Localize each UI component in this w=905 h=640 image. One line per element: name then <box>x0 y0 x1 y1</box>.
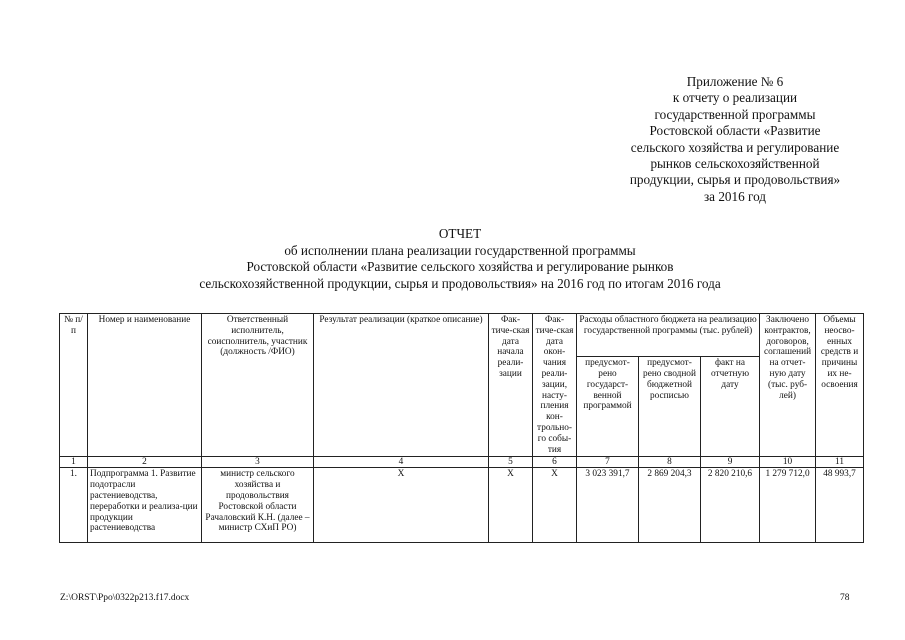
row-contracts: 1 279 712,0 <box>760 468 816 543</box>
row-name: Подпрограмма 1. Развитие подотрасли растениеводства, переработки и реализа-ции продукции растениеводства <box>88 468 202 543</box>
report-title <box>120 226 800 292</box>
row-planned-program: 3 023 391,7 <box>577 468 639 543</box>
row-number: 1. <box>60 468 88 543</box>
header-budget-group: Расходы областного бюджета на реализацию государственной программы (тыс. рублей) <box>577 314 760 357</box>
column-number: 9 <box>701 457 760 468</box>
column-number: 7 <box>577 457 639 468</box>
appendix-line: за 2016 год <box>703 188 767 204</box>
header-actual: факт на отчетную дату <box>701 357 760 457</box>
footer-file-path: Z:\ORST\Ppo\0322p213.f17.docx <box>60 593 190 603</box>
row-end-date: Х <box>533 468 577 543</box>
table-header-row <box>60 314 864 357</box>
appendix-line: рынков сельскохозяйственной <box>650 156 820 172</box>
header-responsible: Ответственный исполнитель, соисполнитель, участник (должность /ФИО) <box>202 314 314 457</box>
report-title-line: ОТЧЕТ <box>438 226 482 241</box>
header-start-date: Фак-тиче-ская дата начала реали-зации <box>489 314 533 457</box>
header-result: Результат реализации (краткое описание) <box>314 314 489 457</box>
column-number-row <box>60 457 864 468</box>
header-contracts: Заключено контрактов, договоров, соглашений на отчет-ную дату (тыс. руб-лей) <box>760 314 816 457</box>
table-row <box>60 468 864 543</box>
column-number: 6 <box>533 457 577 468</box>
row-planned-budget: 2 869 204,3 <box>639 468 701 543</box>
header-planned-budget: предусмот-рено сводной бюджетной росписью <box>639 357 701 457</box>
appendix-line: к отчету о реализации <box>672 90 798 106</box>
report-table <box>59 313 864 543</box>
row-unspent: 48 993,7 <box>816 468 864 543</box>
row-start-date: Х <box>489 468 533 543</box>
column-number: 2 <box>88 457 202 468</box>
column-number: 4 <box>314 457 489 468</box>
column-number: 3 <box>202 457 314 468</box>
column-number: 10 <box>760 457 816 468</box>
header-end-date: Фак-тиче-ская дата окон-чания реали-зации, насту-пления кон-трольно-го собы-тия <box>533 314 577 457</box>
column-number: 11 <box>816 457 864 468</box>
appendix-line: государственной программы <box>654 106 816 122</box>
appendix-line: сельского хозяйства и регулирование <box>630 139 840 155</box>
report-title-line: сельскохозяйственной продукции, сырья и продовольствия» на 2016 год по итогам 2016 года <box>199 275 721 291</box>
header-unspent: Объемы неосво-енных средств и причины их не-освоения <box>816 314 864 457</box>
row-result: Х <box>314 468 489 543</box>
row-actual: 2 820 210,6 <box>701 468 760 543</box>
column-number: 1 <box>60 457 88 468</box>
column-number: 8 <box>639 457 701 468</box>
row-responsible: министр сельского хозяйства и продовольствия Ростовской области Рачаловский К.Н. (далее – министр СХиП РО) <box>202 468 314 543</box>
header-number: № п/п <box>60 314 88 457</box>
appendix-line: Ростовской области «Развитие <box>649 123 821 139</box>
column-number: 5 <box>489 457 533 468</box>
header-name: Номер и наименование <box>88 314 202 457</box>
appendix-line: продукции, сырья и продовольствия» <box>629 172 841 188</box>
appendix-heading <box>590 74 880 205</box>
report-title-line: Ростовской области «Развитие сельского хозяйства и регулирование рынков <box>246 259 674 275</box>
report-title-line: об исполнении плана реализации государственной программы <box>284 242 636 258</box>
header-planned-program: предусмот-рено государст-венной программой <box>577 357 639 457</box>
appendix-line: Приложение № 6 <box>686 74 784 89</box>
footer-page-number: 78 <box>840 593 850 603</box>
